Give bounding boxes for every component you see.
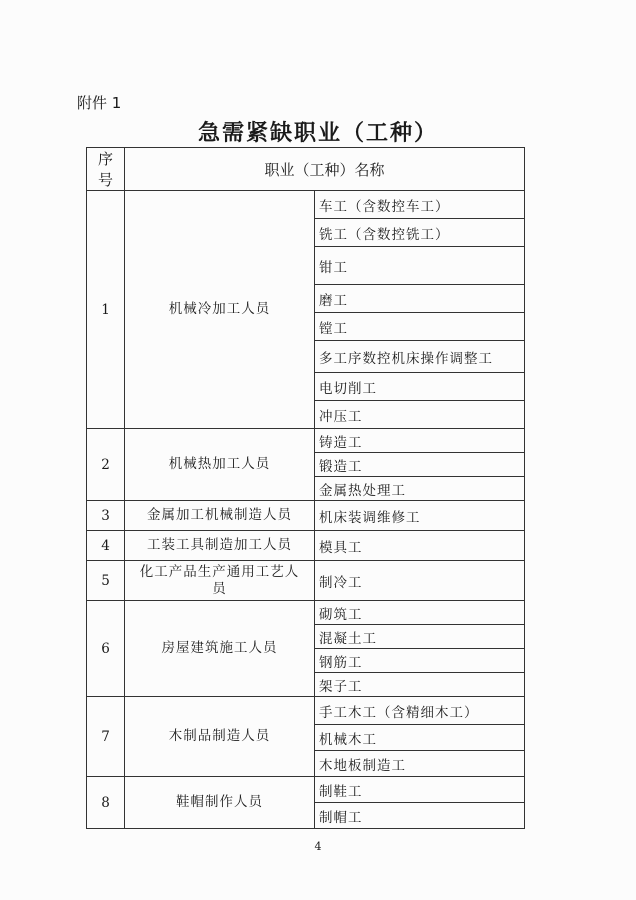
table-header-row — [87, 148, 525, 191]
job-title: 钳工 — [315, 247, 525, 285]
job-title: 多工序数控机床操作调整工 — [315, 341, 525, 373]
job-title: 金属热处理工 — [315, 477, 525, 501]
group-number: 3 — [87, 501, 125, 531]
occupation-category: 机械冷加工人员 — [125, 191, 315, 429]
job-title: 车工（含数控车工） — [315, 191, 525, 219]
job-title: 机床装调维修工 — [315, 501, 525, 531]
table-row — [87, 697, 525, 725]
job-title: 冲压工 — [315, 401, 525, 429]
table-row — [87, 191, 525, 219]
header-occupation-name: 职业（工种）名称 — [125, 148, 525, 191]
table-row — [87, 501, 525, 531]
occupation-table — [86, 147, 525, 829]
job-title: 木地板制造工 — [315, 751, 525, 777]
group-number: 7 — [87, 697, 125, 777]
occupation-category: 化工产品生产通用工艺人员 — [125, 561, 315, 601]
job-title: 制鞋工 — [315, 777, 525, 803]
job-title: 铸造工 — [315, 429, 525, 453]
group-number: 5 — [87, 561, 125, 601]
job-title: 混凝土工 — [315, 625, 525, 649]
table-body — [87, 191, 525, 829]
attachment-label: 附件 1 — [77, 94, 122, 112]
job-title: 镗工 — [315, 313, 525, 341]
occupation-category: 金属加工机械制造人员 — [125, 501, 315, 531]
document-title: 急需紧缺职业（工种） — [197, 121, 438, 146]
job-title: 手工木工（含精细木工） — [315, 697, 525, 725]
job-title: 铣工（含数控铣工） — [315, 219, 525, 247]
table-row — [87, 561, 525, 601]
table-row — [87, 429, 525, 453]
occupation-category: 机械热加工人员 — [125, 429, 315, 501]
job-title: 锻造工 — [315, 453, 525, 477]
group-number: 6 — [87, 601, 125, 697]
job-title: 架子工 — [315, 673, 525, 697]
job-title: 砌筑工 — [315, 601, 525, 625]
job-title: 电切削工 — [315, 373, 525, 401]
group-number: 1 — [87, 191, 125, 429]
job-title: 制冷工 — [315, 561, 525, 601]
group-number: 8 — [87, 777, 125, 829]
group-number: 2 — [87, 429, 125, 501]
job-title: 模具工 — [315, 531, 525, 561]
job-title: 钢筋工 — [315, 649, 525, 673]
table-row — [87, 601, 525, 625]
page-number: 4 — [314, 840, 322, 853]
job-title: 制帽工 — [315, 803, 525, 829]
occupation-category: 房屋建筑施工人员 — [125, 601, 315, 697]
job-title: 机械木工 — [315, 725, 525, 751]
occupation-category: 工装工具制造加工人员 — [125, 531, 315, 561]
table-row — [87, 531, 525, 561]
table-row — [87, 777, 525, 803]
occupation-category: 鞋帽制作人员 — [125, 777, 315, 829]
group-number: 4 — [87, 531, 125, 561]
job-title: 磨工 — [315, 285, 525, 313]
header-seq: 序号 — [87, 148, 125, 191]
occupation-category: 木制品制造人员 — [125, 697, 315, 777]
